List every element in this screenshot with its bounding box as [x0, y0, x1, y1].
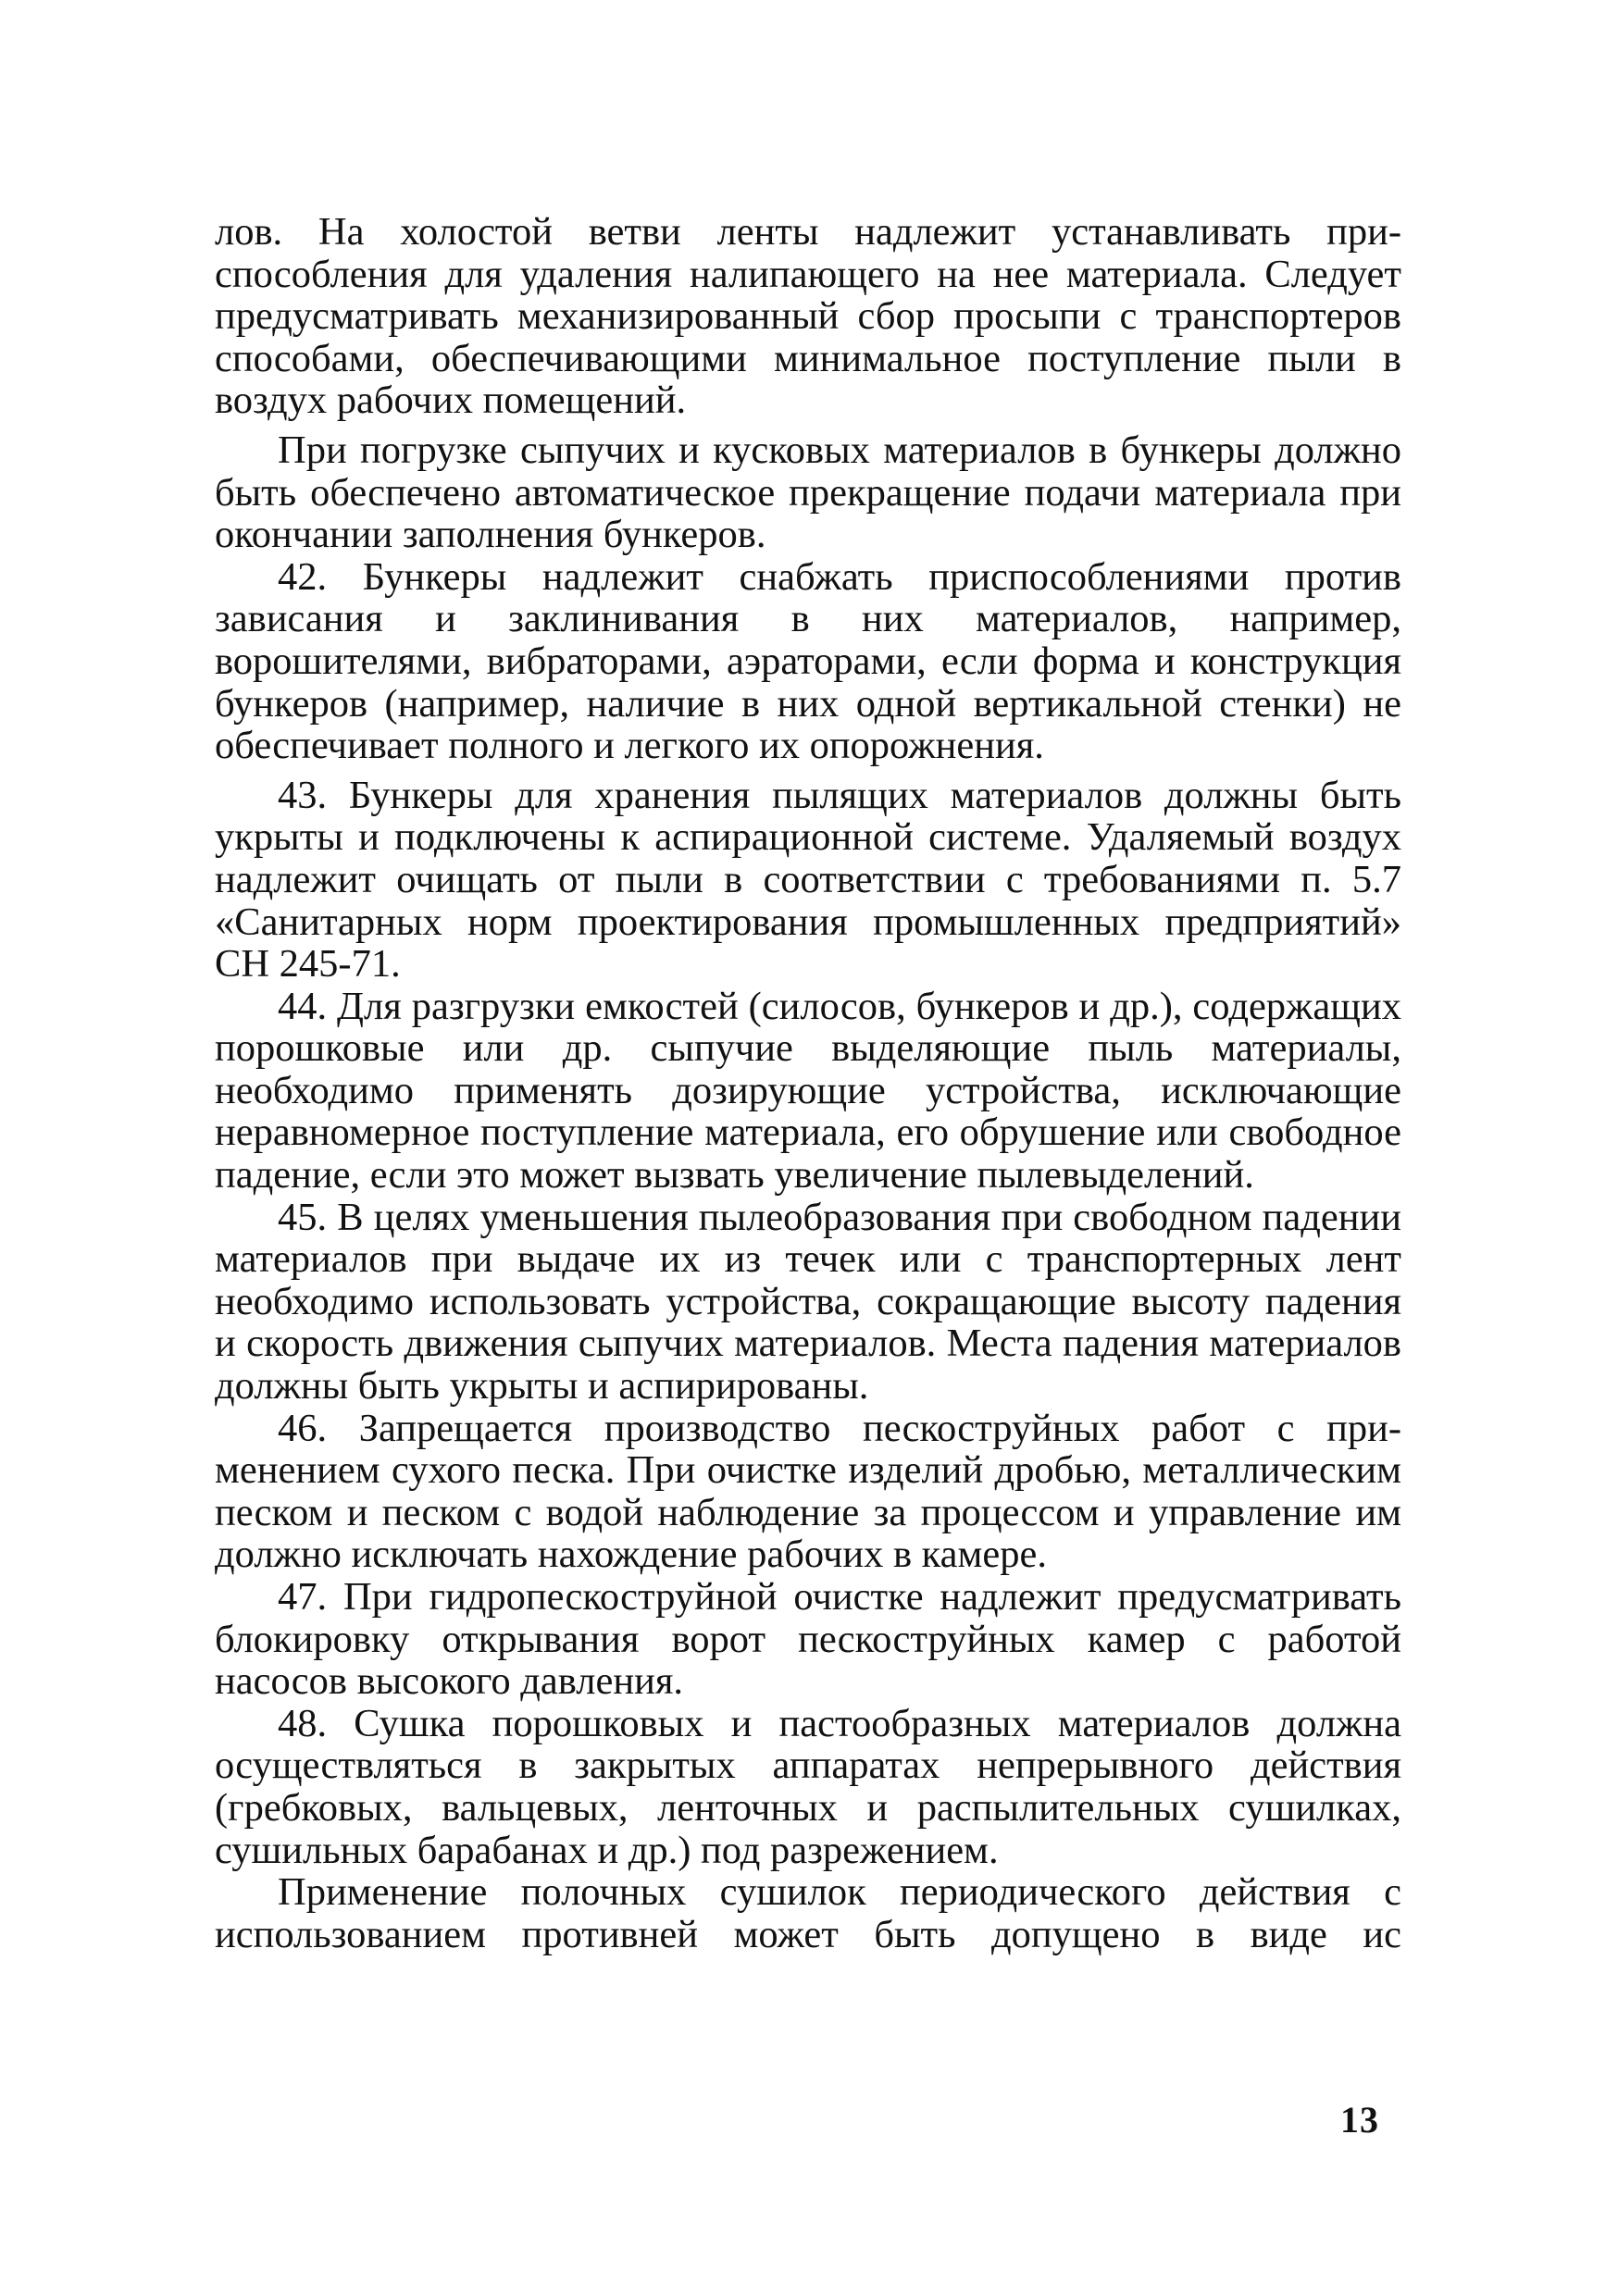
page-body — [215, 211, 1401, 1955]
paragraph-45: 45. В целях уменьшения пылеобразования при свободном падении материалов при выдаче их из течек или с транспортерных лент необходимо использовать устройства, сокращающие высоту падения и скорость движения сыпучих материалов. Места падения материалов должны быть укрыты и аспирированы. — [215, 1195, 1401, 1409]
paragraph-48: 48. Сушка порошковых и пастообразных материалов должна осуществляться в закрытых аппаратах непрерывного действия (гребковых, вальцевых, ленточных и распылительных сушилках, сушильных барабанах и др.) под разрежением. — [215, 1701, 1401, 1872]
paragraph-shelf-dryers: Применение полочных сушилок периодического действия с использованием противней может быть допущено в виде ис — [215, 1870, 1401, 1956]
paragraph-46: 46. Запрещается производство пескоструйных работ с применением сухого песка. При очистке изделий дробью, металлическим песком и песком с водой наблюдение за процессом и управление им должно исключать нахождение рабочих в камере. — [215, 1406, 1401, 1577]
paragraph-42: 42. Бункеры надлежит снабжать приспособлениями против зависания и заклинивания в них материалов, например, ворошителями, вибраторами, аэраторами, если форма и конструкция бункеров (например, наличие в них одной вертикальной стенки) не обеспечивает полного и легкого их опорожнения. — [215, 554, 1401, 768]
page-number: 13 — [1340, 2099, 1379, 2141]
paragraph-43: 43. Бункеры для хранения пылящих материалов должны быть укрыты и подключены к аспирационной системе. Удаляемый воздух надлежит очищать от пыли в соответствии с требованиями п. 5.7 «Санитарных норм проектирования промышленных предприятий» СН 245-71. — [215, 773, 1401, 987]
paragraph-bunker-loading: При погрузке сыпучих и кусковых материалов в бункеры должно быть обеспечено автоматическое прекращение подачи материала при окончании заполнения бункеров. — [215, 428, 1401, 557]
paragraph-44: 44. Для разгрузки емкостей (силосов, бункеров и др.), содержащих порошковые или др. сыпучие выделяющие пыль материалы, необходимо применять дозирующие устройства, исключающие неравномерное поступление материала, его обрушение или свободное падение, если это может вызвать увеличение пылевыделений. — [215, 984, 1401, 1198]
paragraph-intro: лов. На холостой ветви ленты надлежит устанавливать приспособления для удаления налипающего на нее материала. Следует предусматривать механизированный сбор просыпи с транспортеров способами, обеспечивающими минимальное поступление пыли в воздух рабочих помещений. — [215, 210, 1401, 423]
paragraph-47: 47. При гидропескоструйной очистке надлежит предусматривать блокировку открывания ворот пескоструйных камер с работой насосов высокого давления. — [215, 1575, 1401, 1704]
